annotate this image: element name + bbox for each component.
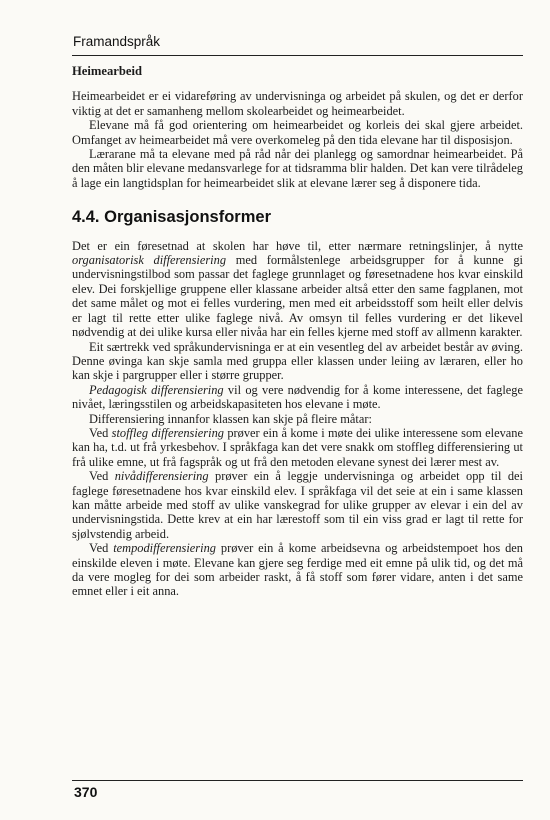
text-run: prøver ein å leggje undervisninga og arbeidet opp til dei faglege føresetnadene hos kvar einskild elev. I språkfaga vil det seie at ein i same klassen kan måtte arbeide med stoff av ulike vanskegrad for ulike grupper av elevar i ein del av undervisningstida. Dette krev at ein har lærestoff som til ein viss grad er lagt til rette for sjølvstendig arbeid. bbox=[72, 469, 523, 541]
text-run: prøver ein å kome i møte dei ulike interessene som elevane kan ha, t.d. ut frå yrkesbehov. I språkfaga kan det vere snakk om stoffleg differensiering ut frå ulike emne, ut frå fagspråk og ut frå den metoden elevane synest dei lærer mest av. bbox=[72, 425, 523, 469]
paragraph: Differensiering innanfor klassen kan skje på fleire måtar: bbox=[89, 411, 372, 426]
text-run: prøver ein å kome arbeidsevna og arbeidstempoet hos den einskilde eleven i møte. Elevane kan gjere seg ferdige med eit emne på ulik tid, og det må da vere mogleg for dei som arbeider raskt, å få stoff som fører vidare, anten i det same emnet eller i eit anna. bbox=[72, 541, 523, 599]
paragraph bbox=[72, 239, 523, 340]
paragraph bbox=[72, 469, 523, 541]
paragraph bbox=[72, 383, 523, 412]
subheading-heimearbeid: Heimearbeid bbox=[72, 64, 142, 78]
text-run: Det er ein føresetnad at skolen har høve til, etter nærmare retningslinjer, å nytte bbox=[72, 238, 523, 253]
paragraph: Eit særtrekk ved språkundervisninga er at ein vesentleg del av arbeidet består av øving. Denne øvinga kan skje samla med gruppa eller klassen under leiing av læraren, eller ho kan skje i pargrupper eller i større grupper. bbox=[72, 339, 523, 383]
section-title: 4.4. Organisasjonsformer bbox=[72, 208, 271, 227]
emphasis-term: stoffleg differensiering bbox=[111, 425, 224, 440]
paragraph: Heimearbeidet er ei vidareføring av undervisninga og arbeidet på skulen, og det er derfor viktig at det er samanheng mellom skolearbeidet og heimearbeidet. bbox=[72, 89, 523, 118]
text-run: Ved bbox=[89, 469, 115, 484]
footer-rule bbox=[72, 780, 523, 781]
heimearbeid-block bbox=[72, 64, 523, 190]
text-run: Ved bbox=[89, 425, 112, 440]
paragraph: Elevane må få god orientering om heimearbeidet og korleis dei skal gjere arbeidet. Omfanget av heimearbeidet må vere overkomeleg på den tida elevane har til disposisjon. bbox=[72, 118, 523, 147]
paragraph: Lærarane må ta elevane med på råd når dei planlegg og samordnar heimearbeidet. På den måten blir elevane medansvarlege for at tidsramma blir halden. Det kan vere tilrådeleg å lage ein langtidsplan for heimearbeidet slik at elevane lærer seg å disponere tida. bbox=[72, 147, 523, 190]
emphasis-term: organisatorisk differensiering bbox=[72, 253, 227, 268]
page-number: 370 bbox=[74, 784, 98, 800]
text-run: Ved bbox=[89, 541, 114, 556]
emphasis-term: nivådifferensiering bbox=[114, 469, 209, 484]
paragraph bbox=[72, 426, 523, 469]
paragraph bbox=[72, 541, 523, 599]
emphasis-term: Pedagogisk differensiering bbox=[89, 382, 224, 397]
emphasis-term: tempodifferensiering bbox=[113, 541, 216, 556]
header-rule bbox=[72, 55, 523, 56]
text-run: vil og vere nødvendig for å kome interessene, det faglege nivået, læringsstilen og arbeidskapasiteten hos elevane i møte. bbox=[72, 382, 524, 412]
running-head: Framandspråk bbox=[73, 34, 161, 49]
page-body bbox=[72, 64, 523, 599]
text-run: med formålstenlege arbeidsgrupper for å kunne gi undervisningstilbod som passar det faglege grunnlaget og føresetnadene hos kvar einskild elev. Dei forskjellige gruppene eller klassane arbeider altså etter den same fagplanen, mot det same målet og mot ei felles vurdering, men med eit arbeidsstoff som heilt eller delvis er lagt til rette etter ulike faglege nivå. Av omsyn til felles vurdering er det likevel nødvendig at dei ulike kursa eller nivåa har ein felles kjerne med stoff av allmenn karakter. bbox=[72, 253, 523, 340]
